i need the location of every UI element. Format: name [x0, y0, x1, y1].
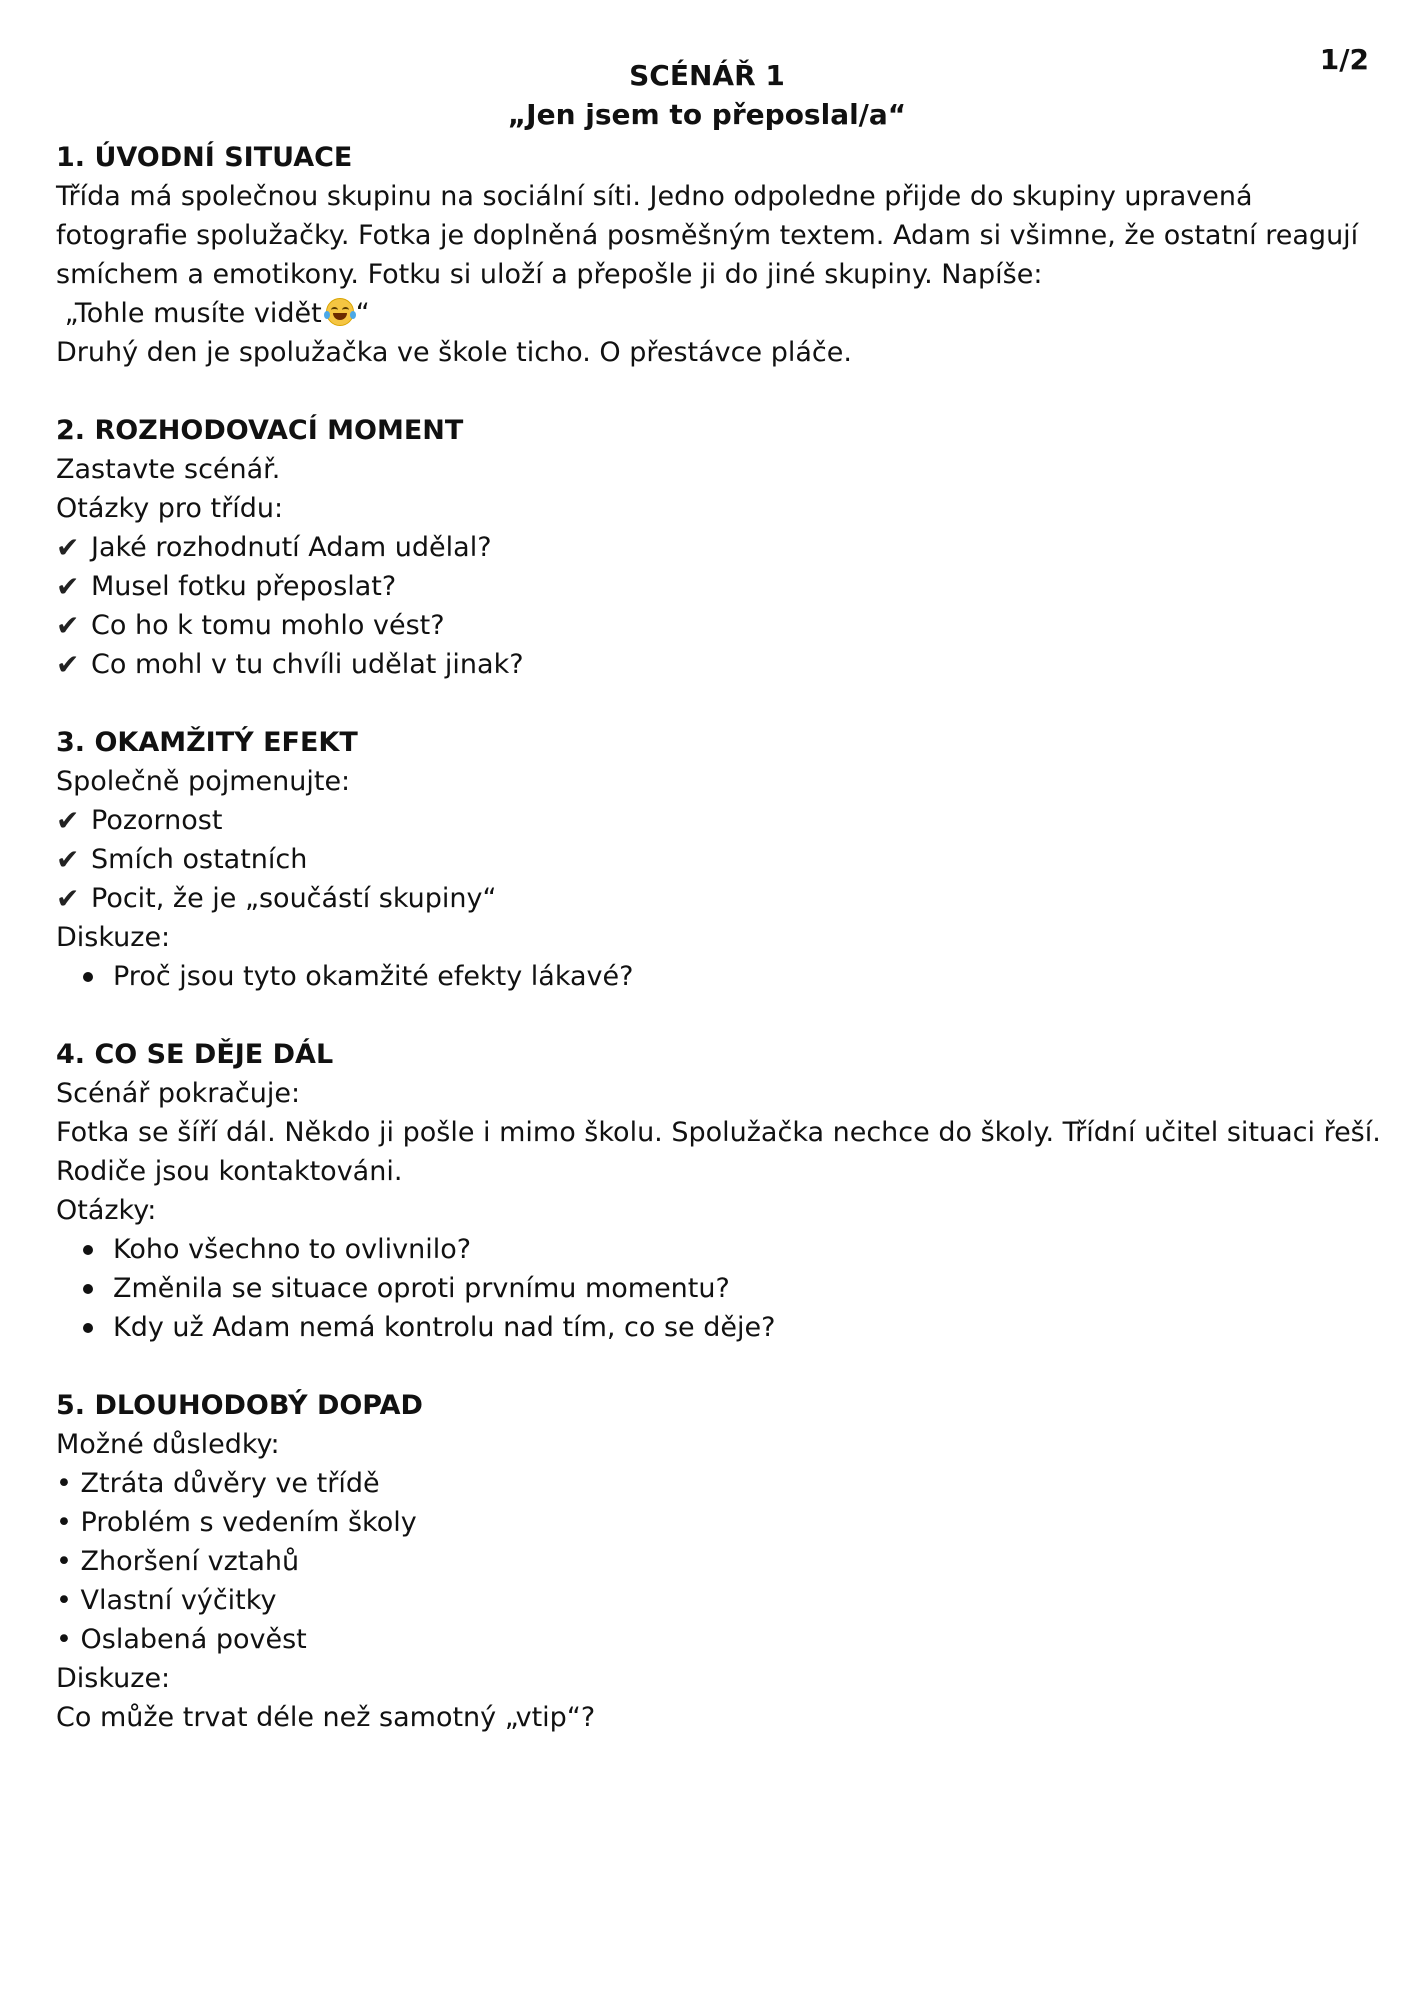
bullet-item	[83, 957, 1376, 996]
consequence-item: • Vlastní výčitky	[56, 1585, 277, 1616]
paragraph-line: Rodiče jsou kontaktováni.	[56, 1156, 403, 1187]
checkmark-icon: ✔	[56, 804, 80, 837]
bullet-list	[56, 957, 1376, 996]
discussion-label: Diskuze:	[56, 1663, 171, 1694]
check-list-item-text: Co mohl v tu chvíli udělat jinak?	[91, 649, 524, 680]
bullet-item-text: Kdy už Adam nemá kontrolu nad tím, co se děje?	[113, 1312, 776, 1343]
check-list-item-text: Pocit, že je „součástí skupiny“	[91, 883, 497, 914]
section-intro-situation	[56, 138, 1376, 372]
checkmark-icon: ✔	[56, 609, 80, 642]
section-heading: 4. CO SE DĚJE DÁL	[56, 1039, 334, 1070]
quote-text: „Tohle musíte vidět	[64, 298, 322, 329]
section-long-term-impact	[56, 1386, 1376, 1737]
check-list-item-text: Pozornost	[91, 805, 223, 836]
bullet-item-text: Změnila se situace oproti prvnímu momentu?	[113, 1273, 730, 1304]
paragraph-line: Možné důsledky:	[56, 1429, 280, 1460]
paragraph-line: smíchem a emotikony. Fotku si uloží a přepošle ji do jiné skupiny. Napíše:	[56, 259, 1043, 290]
discussion-label: Diskuze:	[56, 922, 171, 953]
check-list-item	[56, 528, 1376, 567]
document-body	[56, 138, 1381, 1776]
bullet-dot-icon	[83, 1323, 93, 1333]
check-list-item	[56, 840, 1376, 879]
bullet-item-text: Koho všechno to ovlivnilo?	[113, 1234, 472, 1265]
check-list-item-text: Co ho k tomu mohlo vést?	[91, 610, 445, 641]
section-heading: 3. OKAMŽITÝ EFEKT	[56, 727, 358, 758]
section-decision-moment	[56, 411, 1376, 684]
paragraph-line: fotografie spolužačky. Fotka je doplněná posměšným textem. Adam si všimne, že ostatní reagují	[56, 220, 1359, 251]
section-heading: 5. DLOUHODOBÝ DOPAD	[56, 1390, 423, 1421]
check-list-item	[56, 645, 1376, 684]
section-immediate-effect	[56, 723, 1376, 996]
paragraph-line: Třída má společnou skupinu na sociální síti. Jedno odpoledne přijde do skupiny upravená	[56, 181, 1253, 212]
bullet-item	[83, 1308, 1376, 1347]
paragraph-line: Společně pojmenujte:	[56, 766, 351, 797]
bullet-list	[56, 1230, 1376, 1347]
paragraph-line: Otázky pro třídu:	[56, 493, 284, 524]
quote-line	[56, 294, 1376, 333]
bullet-item-text: Proč jsou tyto okamžité efekty lákavé?	[113, 961, 634, 992]
bullet-item	[83, 1269, 1376, 1308]
paragraph-line: Scénář pokračuje:	[56, 1078, 301, 1109]
title-line-1: SCÉNÁŘ 1	[629, 59, 785, 92]
face-with-tears-of-joy-icon	[326, 298, 354, 326]
section-heading: 1. ÚVODNÍ SITUACE	[56, 142, 353, 173]
title-line-2: „Jen jsem to přeposlal/a“	[507, 98, 907, 131]
consequence-item: • Zhoršení vztahů	[56, 1546, 300, 1577]
check-list-item	[56, 606, 1376, 645]
consequence-item: • Ztráta důvěry ve třídě	[56, 1468, 380, 1499]
check-list-item-text: Smích ostatních	[91, 844, 308, 875]
questions-label: Otázky:	[56, 1195, 157, 1226]
paragraph-line: Zastavte scénář.	[56, 454, 281, 485]
check-list-item-text: Musel fotku přeposlat?	[91, 571, 397, 602]
check-list-item-text: Jaké rozhodnutí Adam udělal?	[91, 532, 492, 563]
bullet-dot-icon	[83, 972, 93, 982]
document-title	[0, 56, 1414, 134]
checkmark-icon: ✔	[56, 570, 80, 603]
checkmark-icon: ✔	[56, 648, 80, 681]
checkmark-icon: ✔	[56, 882, 80, 915]
check-list-item	[56, 879, 1376, 918]
consequence-item: • Oslabená pověst	[56, 1624, 307, 1655]
paragraph-line: Druhý den je spolužačka ve škole ticho. O přestávce pláče.	[56, 337, 852, 368]
checkmark-icon: ✔	[56, 531, 80, 564]
check-list-item	[56, 801, 1376, 840]
checkmark-icon: ✔	[56, 843, 80, 876]
page-number: 1/2	[1319, 43, 1369, 76]
check-list-item	[56, 567, 1376, 606]
consequence-item: • Problém s vedením školy	[56, 1507, 417, 1538]
bullet-item	[83, 1230, 1376, 1269]
paragraph-line: Fotka se šíří dál. Někdo ji pošle i mimo školu. Spolužačka nechce do školy. Třídní učitel situaci řeší.	[56, 1117, 1381, 1148]
final-question: Co může trvat déle než samotný „vtip“?	[56, 1702, 596, 1733]
bullet-dot-icon	[83, 1245, 93, 1255]
section-heading: 2. ROZHODOVACÍ MOMENT	[56, 415, 464, 446]
bullet-dot-icon	[83, 1284, 93, 1294]
quote-close: “	[355, 298, 370, 329]
section-what-happens-next	[56, 1035, 1381, 1347]
